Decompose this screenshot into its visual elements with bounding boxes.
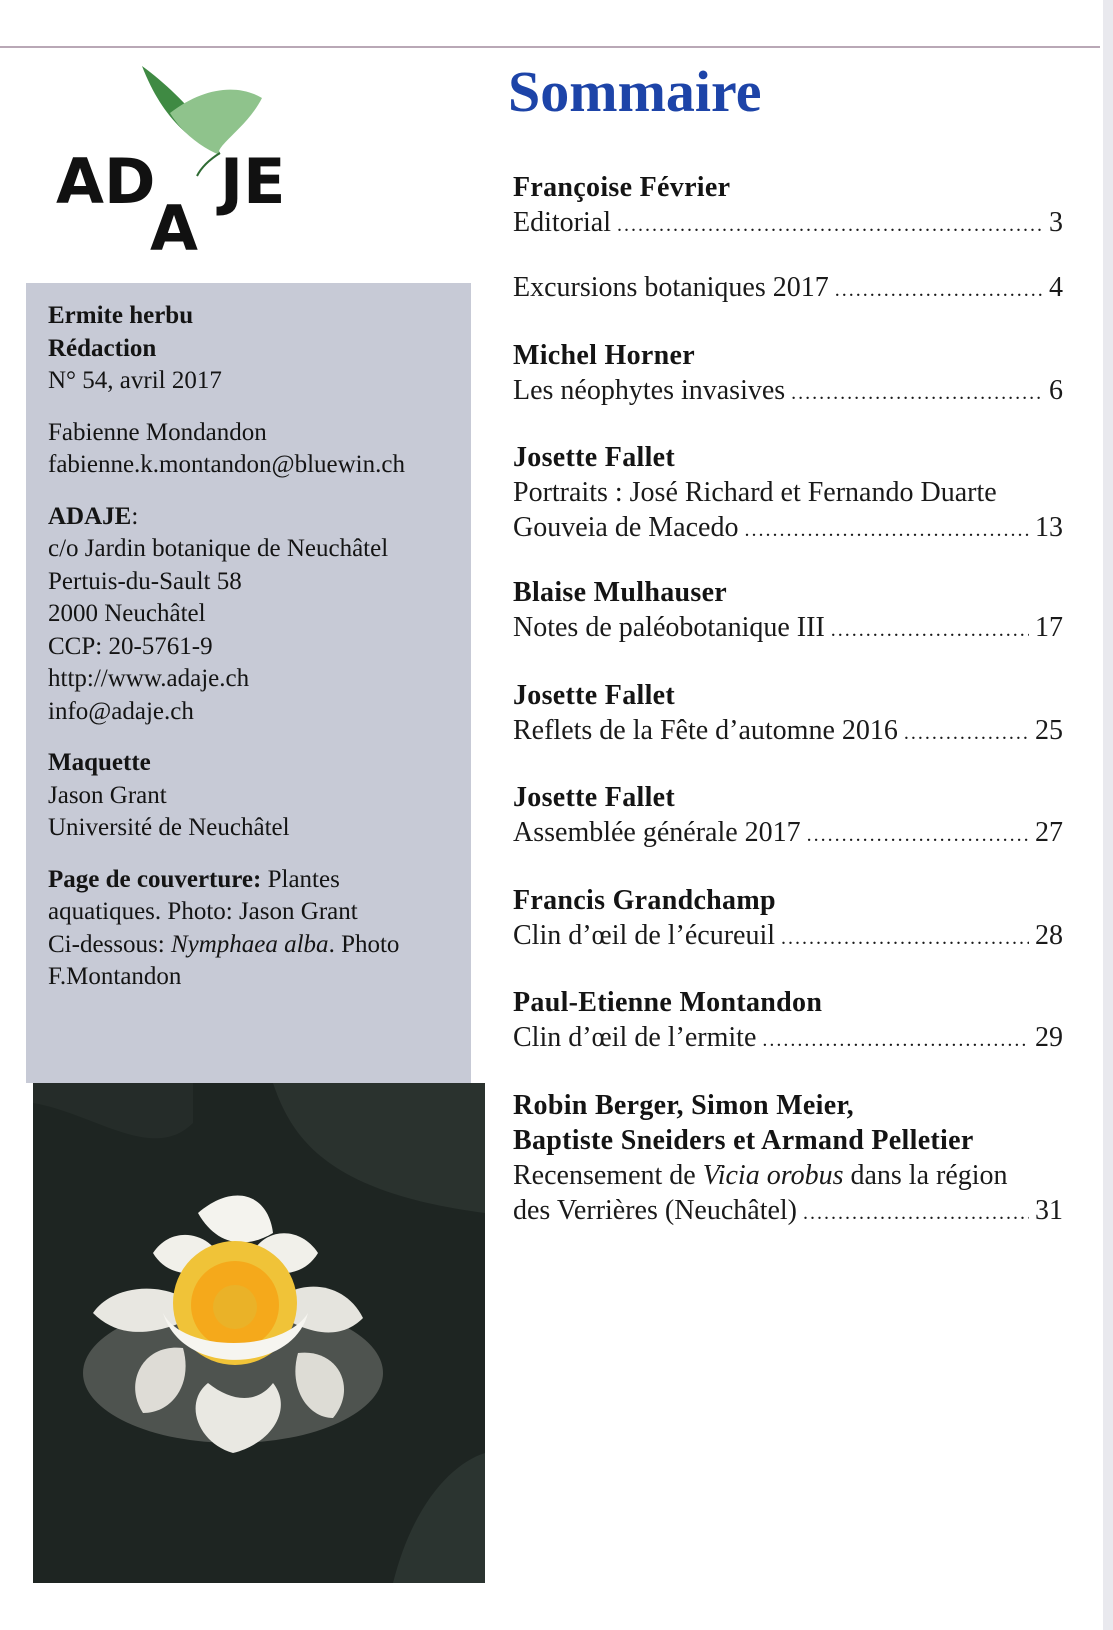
redaction-label: Rédaction <box>48 334 157 362</box>
info-email[interactable]: info@adaje.ch <box>48 697 194 725</box>
toc-entry[interactable] <box>513 985 1073 1058</box>
address-line: Pertuis-du-Sault 58 <box>48 567 242 595</box>
toc-page: 13 <box>1035 512 1063 543</box>
toc-title-line-1 <box>513 1158 1073 1193</box>
toc-author: Michel Horner <box>513 340 695 371</box>
toc-page: 6 <box>1049 375 1063 406</box>
toc-title: Clin d’œil de l’ermite <box>513 1022 757 1053</box>
toc-page: 28 <box>1035 920 1063 951</box>
leader-dots <box>781 921 1029 956</box>
adaje-logo <box>52 58 352 268</box>
toc-title: des Verrières (Neuchâtel) <box>513 1195 798 1226</box>
cover-text-1: Plantes <box>261 865 340 893</box>
toc-title: Clin d’œil de l’écureuil <box>513 920 776 951</box>
toc-author: Francis Grandchamp <box>513 885 776 916</box>
editor-email[interactable]: fabienne.k.montandon@bluewin.ch <box>48 451 405 478</box>
leader-dots <box>904 716 1029 751</box>
info-text <box>48 300 448 1013</box>
toc-title-line <box>513 815 1063 853</box>
leader-dots <box>807 818 1029 853</box>
toc-title-line <box>513 373 1063 411</box>
water-lily-photo <box>33 1083 485 1583</box>
issue-number: N° 54, avril 2017 <box>48 367 222 394</box>
toc-title: Notes de paléobotanique III <box>513 612 825 643</box>
toc-page: 4 <box>1049 272 1063 303</box>
below-text: . Photo <box>328 930 400 958</box>
leader-dots <box>831 613 1029 648</box>
adaje-block <box>48 501 448 729</box>
toc-title-line <box>513 918 1063 956</box>
toc-author-line-2: Baptiste Sneiders et Armand Pelletier <box>513 1125 974 1156</box>
leader-dots <box>791 376 1043 411</box>
toc-title: Gouveia de Macedo <box>513 512 739 543</box>
toc-page: 27 <box>1035 817 1063 848</box>
toc-title-pre: Recensement de <box>513 1160 703 1191</box>
below-line <box>48 929 448 962</box>
toc-title: Editorial <box>513 207 611 238</box>
maquette-org: Université de Neuchâtel <box>48 814 290 841</box>
leader-dots <box>803 1196 1029 1231</box>
toc-author: Robin Berger, Simon Meier, <box>513 1090 854 1121</box>
adaje-label: ADAJE <box>48 502 132 530</box>
toc-author: Josette Fallet <box>513 680 676 711</box>
website-link[interactable]: http://www.adaje.ch <box>48 665 250 692</box>
address-line: 2000 Neuchâtel <box>48 600 206 627</box>
toc-entry[interactable] <box>513 170 1073 243</box>
logo-text-left: AD <box>56 145 156 218</box>
leader-dots <box>744 513 1029 548</box>
toc-title-line <box>513 270 1063 308</box>
adaje-heading <box>48 501 448 534</box>
toc-title: Excursions botaniques 2017 <box>513 272 829 303</box>
editor-block <box>48 417 448 482</box>
toc-entry[interactable] <box>513 270 1073 308</box>
toc-author: Blaise Mulhauser <box>513 577 728 608</box>
toc-title-line <box>513 713 1063 751</box>
logo-text-center: A <box>150 192 198 265</box>
address-line: CCP: 20-5761-9 <box>48 632 213 660</box>
top-rule <box>0 46 1100 48</box>
toc-title: Reflets de la Fête d’automne 2016 <box>513 715 898 746</box>
toc-title-line <box>513 610 1063 648</box>
toc-entry[interactable] <box>513 440 1073 548</box>
toc-title-line <box>513 1193 1063 1231</box>
toc-entry[interactable] <box>513 780 1073 853</box>
page-edge <box>1103 0 1113 1630</box>
maquette-block <box>48 747 448 845</box>
toc-entry[interactable] <box>513 575 1073 648</box>
toc-title-line <box>513 205 1063 243</box>
toc-title-post: dans la région <box>843 1160 1008 1191</box>
editor-name: Fabienne Mondandon <box>48 418 267 446</box>
toc-title: Assemblée générale 2017 <box>513 817 801 848</box>
toc-author: Paul-Etienne Montandon <box>513 987 823 1018</box>
toc-title-line <box>513 1020 1063 1058</box>
toc-page: 29 <box>1035 1022 1063 1053</box>
toc-page: 25 <box>1035 715 1063 746</box>
toc-author: Josette Fallet <box>513 782 676 813</box>
below-species: Nymphaea alba <box>170 930 329 958</box>
toc-entry[interactable] <box>513 1088 1073 1231</box>
toc-author: Françoise Février <box>513 172 731 203</box>
toc-entry[interactable] <box>513 678 1073 751</box>
toc-title-line-1: Portraits : José Richard et Fernando Duarte <box>513 477 997 508</box>
leader-dots <box>835 273 1043 308</box>
cover-line-1 <box>48 864 448 897</box>
toc-author: Josette Fallet <box>513 442 676 473</box>
toc-entry[interactable] <box>513 883 1073 956</box>
below-credit: F.Montandon <box>48 963 182 990</box>
masthead-block <box>48 300 448 398</box>
page-title: Sommaire <box>508 59 762 124</box>
publication-name: Ermite herbu <box>48 302 194 329</box>
toc-title-species: Vicia orobus <box>702 1160 844 1191</box>
maquette-name: Jason Grant <box>48 781 167 809</box>
address-line: c/o Jardin botanique de Neuchâtel <box>48 535 389 562</box>
below-label: Ci-dessous: <box>48 930 171 958</box>
toc-title: Les néophytes invasives <box>513 375 786 406</box>
leader-dots <box>762 1023 1029 1058</box>
maquette-label: Maquette <box>48 749 151 776</box>
toc-page: 31 <box>1035 1195 1063 1226</box>
adaje-colon: : <box>131 502 139 530</box>
cover-label: Page de couverture: <box>48 865 262 893</box>
toc-page: 17 <box>1035 612 1063 643</box>
toc-title-line <box>513 510 1063 548</box>
logo-text-right: JE <box>220 145 286 218</box>
leader-dots <box>617 208 1043 243</box>
toc-page: 3 <box>1049 207 1063 238</box>
toc-entry[interactable] <box>513 338 1073 411</box>
cover-block <box>48 864 448 994</box>
cover-text-2: aquatiques. Photo: Jason Grant <box>48 898 358 925</box>
